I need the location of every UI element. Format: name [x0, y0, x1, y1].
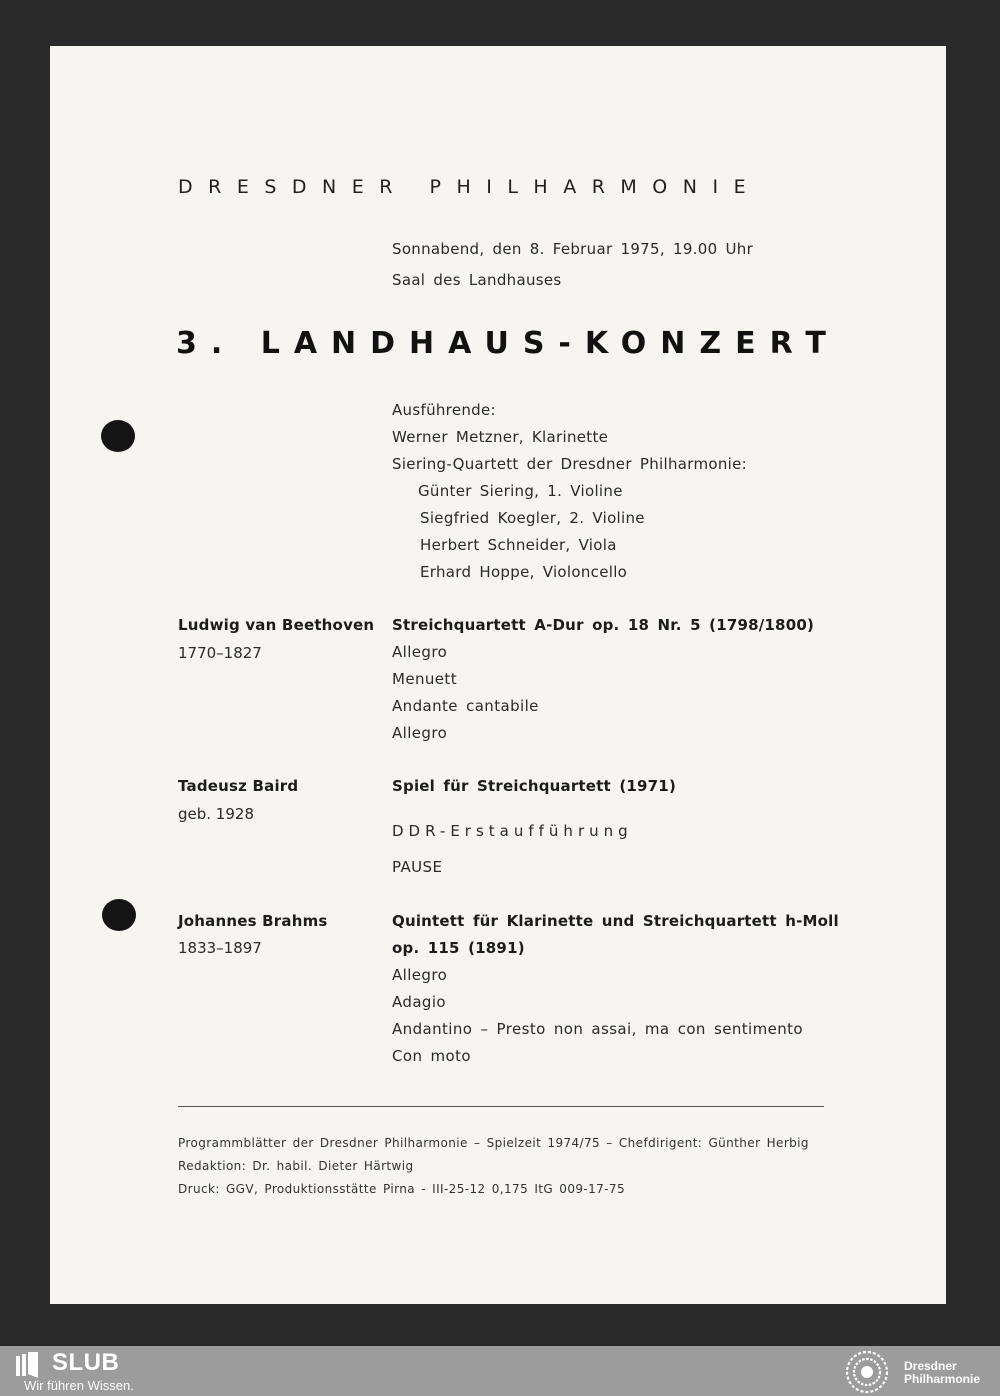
- movement: Allegro: [392, 966, 448, 984]
- premiere-note: DDR-Erstaufführung: [392, 822, 633, 840]
- work-title: Spiel für Streichquartett (1971): [392, 777, 677, 795]
- composer-name: Johannes Brahms: [178, 912, 328, 930]
- philharmonie-logo-icon: [842, 1348, 892, 1396]
- ensemble-member: Siegfried Koegler, 2. Violine: [420, 509, 645, 527]
- footer-divider: [178, 1106, 824, 1107]
- footer-line: Redaktion: Dr. habil. Dieter Härtwig: [178, 1159, 414, 1173]
- performers-heading: Ausführende:: [392, 401, 496, 419]
- concert-date: Sonnabend, den 8. Februar 1975, 19.00 Uhr: [392, 240, 754, 258]
- movement: Allegro: [392, 724, 448, 742]
- soloist: Werner Metzner, Klarinette: [392, 428, 609, 446]
- intermission: PAUSE: [392, 858, 443, 876]
- ensemble-member: Erhard Hoppe, Violoncello: [420, 563, 628, 581]
- movement: Con moto: [392, 1047, 471, 1065]
- movement: Andante cantabile: [392, 697, 539, 715]
- program-sheet: [50, 46, 946, 1304]
- letterhead: DRESDNER PHILHARMONIE: [178, 176, 762, 198]
- footer-line: Programmblätter der Dresdner Philharmonie – Spielzeit 1974/75 – Chefdirigent: Günther Herbig: [178, 1136, 809, 1150]
- concert-venue: Saal des Landhauses: [392, 271, 562, 289]
- bottom-bar: [0, 1346, 1000, 1396]
- concert-title: 3. LANDHAUS-KONZERT: [176, 326, 840, 361]
- ensemble: Siering-Quartett der Dresdner Philharmonie:: [392, 455, 747, 473]
- movement: Menuett: [392, 670, 457, 688]
- composer-dates: 1833–1897: [178, 939, 262, 957]
- work-title: Streichquartett A-Dur op. 18 Nr. 5 (1798/1800): [392, 616, 815, 634]
- composer-name: Ludwig van Beethoven: [178, 616, 375, 634]
- philharmonie-name: Dresdner Philharmonie: [904, 1359, 981, 1386]
- punch-hole: [101, 420, 135, 452]
- slub-logo-icon: [16, 1352, 38, 1378]
- work-title: Quintett für Klarinette und Streichquartett h-Moll: [392, 912, 839, 930]
- slub-name: SLUB: [52, 1349, 120, 1376]
- ensemble-member: Herbert Schneider, Viola: [420, 536, 617, 554]
- movement: Andantino – Presto non assai, ma con sentimento: [392, 1020, 803, 1038]
- slub-tagline: Wir führen Wissen.: [24, 1378, 134, 1393]
- movement: Adagio: [392, 993, 446, 1011]
- work-title-opus: op. 115 (1891): [392, 939, 525, 957]
- ensemble-member: Günter Siering, 1. Violine: [418, 482, 623, 500]
- punch-hole: [102, 899, 136, 931]
- composer-dates: geb. 1928: [178, 805, 254, 823]
- composer-dates: 1770–1827: [178, 644, 262, 662]
- footer-line: Druck: GGV, Produktionsstätte Pirna - III-25-12 0,175 ItG 009-17-75: [178, 1182, 625, 1196]
- movement: Allegro: [392, 643, 448, 661]
- composer-name: Tadeusz Baird: [178, 777, 299, 795]
